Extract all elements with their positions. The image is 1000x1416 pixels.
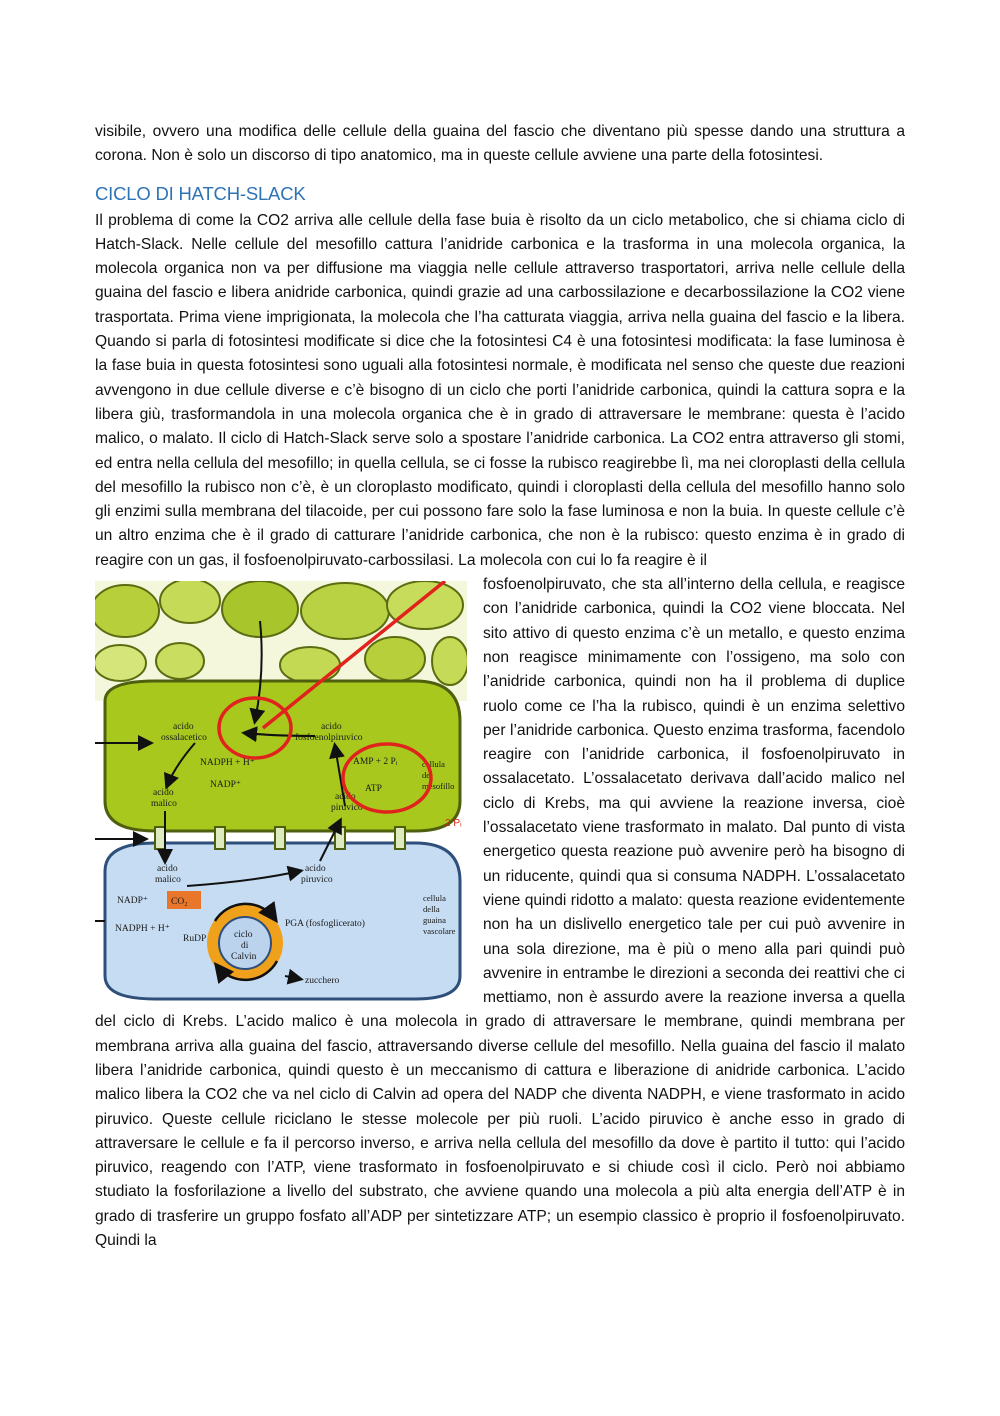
label-amp-2p: AMP + 2 Pᵢ: [353, 757, 398, 768]
label-atp: ATP: [365, 784, 382, 795]
label-nadph-guaina: NADPH + H⁺: [115, 924, 170, 935]
label-rudp: RuDP: [183, 934, 207, 945]
main-paragraph: Il problema di come la CO2 arriva alle cellule della fase buia è risolto da un ciclo metabolico, che si chiama ciclo di Hatch-Slack. Nelle cellule del mesofillo cattura l’anidride carbonica e la trasforma in una molecola organica, la molecola organica non va per diffusione ma viaggia nelle cellule attraverso trasportatori, arriva nelle cellule della guaina del fascio e libera anidride carbonica, quindi grazie ad una carbossilazione e decarbossilazione la CO2 viene trasportata. Prima viene imprigionata, la molecola che l’ha catturata viaggia, arriva nella guaina del fascio e la libera. Quando si parla di fotosintesi modificate si dice che la fotosintesi C4 è una fotosintesi modificata: la fase luminosa è la fase buia in questa fotosintesi sono uguali alla fotosintesi normale, è modificata nel senso che queste due reazioni avvengono in due cellule diverse e c’è bisogno di un ciclo che porti l’anidride carbonica, quindi la cattura sopra e la libera giù, trasformandola in una molecola organica che è in grado di attraversare le membrane: questa è l’acido malico, o malato. Il ciclo di Hatch-Slack serve solo a spostare l’anidride carbonica. La CO2 entra attraverso gli stomi, ed entra nella cellula del mesofillo; in quella cellula, se ci fosse la rubisco reagirebbe lì, ma nei cloroplasti della cellula del mesofillo la rubisco non c’è, è un cloroplasto modificato, quindi i cloroplasti della cellula del mesofillo hanno solo gli enzimi sulla membrana del tilacoide, per cui possono fare solo la fase luminosa e non la buia. In queste cellule c’è un altro enzima che è il grado di catturare l’anidride carbonica, che non è la rubisco: questo enzima è in grado di reagire con un gas, il fosfoenolpiruvato-carbossilasi. La molecola con cui lo fa reagire è il: [95, 211, 905, 569]
label-acido-piruvico-s1: acido: [305, 864, 326, 875]
label-cellula-guaina-1: cellula: [423, 893, 446, 904]
label-acido-malico-s1: acido: [157, 864, 178, 875]
intro-paragraph: visibile, ovvero una modifica delle cellule della guaina del fascio che diventano più spesse dando una struttura a corona. Non è solo un discorso di tipo anatomico, ma in queste cellule avviene una parte della fotosintesi.: [95, 123, 905, 165]
label-zucchero: zucchero: [305, 976, 340, 987]
section-heading: CICLO DI HATCH-SLACK: [95, 182, 306, 204]
label-acido-malico-m2: malico: [151, 799, 177, 810]
label-cellula-mesofillo-1: cellula: [422, 759, 445, 770]
label-co2: CO₂: [171, 897, 188, 908]
label-cellula-guaina-4: vascolare: [423, 926, 456, 937]
label-cellula-guaina-3: guaina: [423, 915, 446, 926]
document-page: [95, 120, 905, 1253]
label-cellula-mesofillo-3: mesofillo: [422, 781, 455, 792]
label-acido-pep-2: fosfoenolpiruvico: [295, 733, 363, 744]
label-cellula-guaina-2: della: [423, 904, 440, 915]
label-acido-pep-1: acido: [321, 722, 342, 733]
label-ciclo-2: di: [241, 941, 249, 952]
label-nadp-mesofillo: NADP⁺: [210, 780, 241, 791]
label-2pi: 2 Pᵢ: [445, 818, 462, 830]
label-acido-malico-s2: malico: [155, 875, 181, 886]
label-nadph-mesofillo: NADPH + H⁺: [200, 758, 255, 769]
label-ciclo-3: Calvin: [231, 952, 257, 963]
label-acido-ossalacetico-1: acido: [173, 722, 194, 733]
label-acido-piruvico-m1: acido: [335, 792, 356, 803]
label-pga: PGA (fosfoglicerato): [285, 919, 365, 930]
label-ciclo-1: ciclo: [234, 930, 253, 941]
label-acido-malico-m1: acido: [153, 788, 174, 799]
hatch-slack-diagram: [95, 581, 467, 1001]
label-nadp-guaina: NADP⁺: [117, 896, 148, 907]
label-cellula-mesofillo-2: del: [422, 770, 433, 781]
wrapped-paragraph: fosfoenolpiruvato, che sta all’interno della cellula, e reagisce con l’anidride carbonica, quindi la CO2 viene bloccata. Nel sito attivo di questo enzima c’è un metallo, e questo enzima non reagisce minimamente con l’ossigeno, ma solo con l’anidride carbonica, quindi non ha il problema di duplice ruolo come ce l’ha la rubisco, quindi è un enzima selettivo per l’anidride carbonica. Questo enzima trasforma, facendolo reagire con l’anidride carbonica, il fosfoenolpiruvato in ossalacetato. L’ossalacetato derivava dall’acido malico nel ciclo di Krebs, ma qui avviene la reazione inversa, cioè l’ossalacetato viene trasformato in malato. Dal punto di vista energetico questa reazione può avvenire però ha bisogno di un riducente, quindi qua si consuma NADPH. L’ossalacetato viene quindi ridotto a malato: questa reazione evidentemente non ha un dislivello energetico tale per cui può avvenire in una sola direzione, ma è più o meno alla pari quindi può avvenire in entrambe le direzioni a seconda dei reattivi che ci mettiamo, non è assurdo avere la reazione inversa a quella del ciclo di Krebs. L’acido malico è una molecola in grado di attraversare le membrane, quindi membrana per membrana arriva alla guaina del fascio, attraversando diverse cellule del mesofillo. Nella guaina del fascio il malato libera l’anidride carbonica, quindi questo è un meccanismo di cattura e liberazione di anidride carbonica. L’acido malico libera la CO2 che va nel ciclo di Calvin ad opera del NADP che diventa NADPH, e viene trasformato in acido piruvico. Queste cellule riciclano le stesse molecole per più ruoli. L’acido piruvico è anche esso in grado di attraversare le cellule e fa il percorso inverso, e arriva nella cellula del mesofillo da dove è partito il tutto: qui l’acido piruvico, reagendo con l’ATP, viene trasformato in fosfoenolpiruvato e si chiude così il ciclo. Però noi abbiamo studiato la fosforilazione a livello del substrato, che avviene quando una molecola a più alta energia dell’ATP è in grado di trasferire un gruppo fosfato all’ADP per sintetizzare ATP; un esempio classico è proprio il fosfoenolpiruvato. Quindi la: [95, 576, 905, 1250]
label-acido-ossalacetico-2: ossalacetico: [161, 733, 207, 744]
label-acido-piruvico-m2: piruvico: [331, 803, 363, 814]
label-acido-piruvico-s2: piruvico: [301, 875, 333, 886]
